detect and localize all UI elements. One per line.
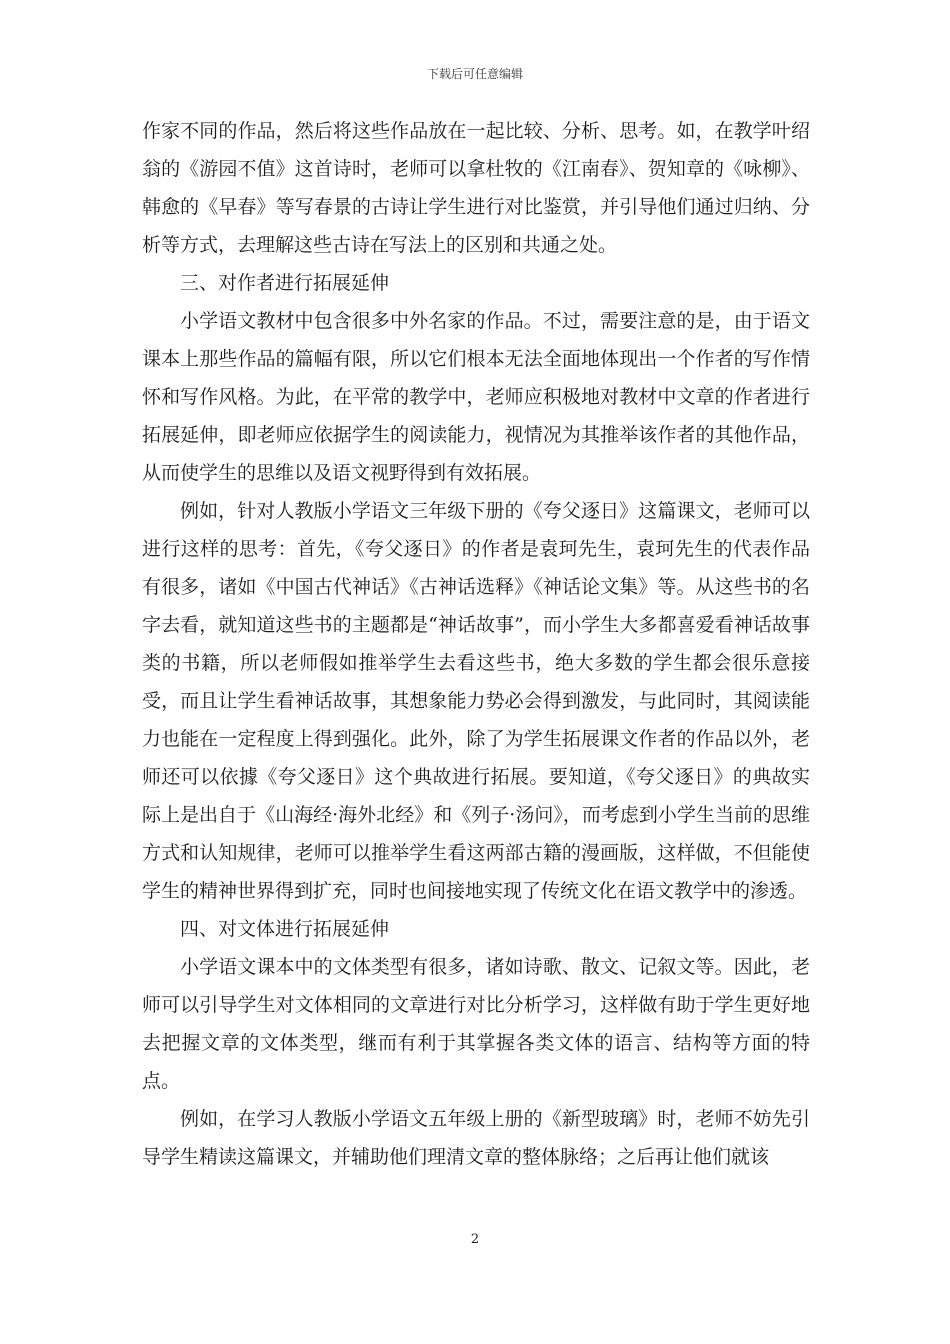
paragraph-genre-intro: 小学语文课本中的文体类型有很多，诸如诗歌、散文、记叙文等。因此，老师可以引导学生对文体相同的文章进行对比分析学习，这样做有助于学生更好地去把握文章的文体类型，继而有利于其掌握各类文体的语言、结构等方面的特点。 <box>142 956 810 1092</box>
paragraph-author-intro: 小学语文教材中包含很多中外名家的作品。不过，需要注意的是，由于语文课本上那些作品的篇幅有限，所以它们根本无法全面地体现出一个作者的写作情怀和写作风格。为此，在平常的教学中，老师应积极地对教材中文章的作者进行拓展延伸，即老师应依据学生的阅读能力，视情况为其推举该作者的其他作品，从而使学生的思维以及语文视野得到有效拓展。 <box>142 310 810 484</box>
paragraph-author-example: 例如，针对人教版小学语文三年级下册的《夸父逐日》这篇课文，老师可以进行这样的思考：首先，《夸父逐日》的作者是袁珂先生，袁珂先生的代表作品有很多，诸如《中国古代神话》《古神话选释》《神话论文集》等。从这些书的名字去看，就知道这些书的主题都是“神话故事”，而小学生大多都喜爱看神话故事类的书籍，所以老师假如推举学生去看这些书，绝大多数的学生都会很乐意接受，而且让学生看神话故事，其想象能力势必会得到激发，与此同时，其阅读能力也能在一定程度上得到强化。此外，除了为学生拓展课文作者的作品以外，老师还可以依據《夸父逐日》这个典故进行拓展。要知道，《夸父逐日》的典故实际上是出自于《山海经·海外北经》和《列子·汤问》，而考虑到小学生当前的思维方式和认知规律，老师可以推举学生看这两部古籍的漫画版，这样做，不但能使学生的精神世界得到扩充，同时也间接地实现了传统文化在语文教学中的渗透。 <box>142 500 810 902</box>
document-body <box>142 112 810 1176</box>
section-heading-genre: 四、对文体进行拓展延伸 <box>180 918 390 940</box>
paragraph-genre-example: 例如，在学习人教版小学语文五年级上册的《新型玻璃》时，老师不妨先引导学生精读这篇课文，并辅助他们理清文章的整体脉络；之后再让他们就该 <box>142 1108 810 1168</box>
page-number: 2 <box>470 1232 480 1247</box>
section-heading-author: 三、对作者进行拓展延伸 <box>180 272 390 294</box>
paragraph-continuation: 作家不同的作品，然后将这些作品放在一起比较、分析、思考。如，在教学叶绍翁的《游园不值》这首诗时，老师可以拿杜牧的《江南春》、贺知章的《咏柳》、韩愈的《早春》等写春景的古诗让学生进行对比鉴赏，并引导他们通过归纳、分析等方式，去理解这些古诗在写法上的区别和共通之处。 <box>142 120 810 256</box>
page-header: 下载后可任意编辑 <box>426 67 523 81</box>
